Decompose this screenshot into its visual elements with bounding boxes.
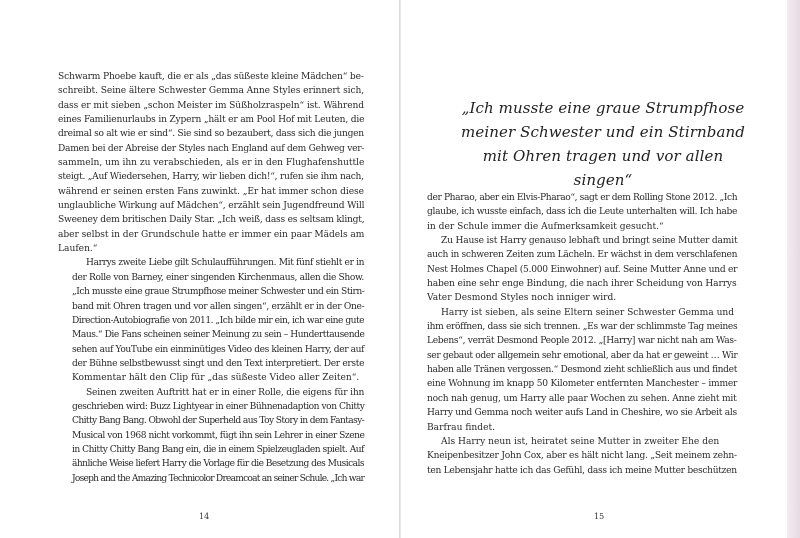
paragraph [58, 386, 364, 486]
left-page [0, 0, 399, 538]
text-line: Vater Desmond Styles noch inniger wird. [427, 293, 617, 304]
text-line: Musical von 1968 nicht vorkommt, fügt ihn sein Lehrer in einer Szene [72, 430, 365, 441]
page-number-left: 14 [199, 512, 210, 521]
text-line: „Ich musste eine graue Strumpfhose meiner Schwester und ein Stirn- [72, 287, 365, 298]
text-line: Seinen zweiten Auftritt hat er in einer Rolle, die eigens für ihn [86, 387, 365, 398]
text-line: der Bühne selbstbewusst singt und den Text interpretiert. Der erste [72, 358, 365, 369]
paragraph [427, 435, 737, 478]
text-line: dreimal so alt wie er sind“. Sie sind so bezaubert, dass sich die jungen [58, 129, 364, 140]
right-body-text [427, 191, 737, 478]
text-line: Maus.“ Die Fans scheinen seiner Meinung zu sein – Hunderttausende [72, 330, 365, 341]
text-line: Barfrau findet. [427, 422, 496, 433]
text-line: noch nah genug, um Harry alle paar Wochen zu sehen. Anne zieht mit [427, 393, 737, 404]
paragraph [427, 191, 737, 234]
text-line: Harrys zweite Liebe gilt Schulaufführungen. Mit fünf stiehlt er in [86, 258, 365, 269]
text-line: geschrieben wird: Buzz Lightyear in einer Bühnenadaption von Chitty [72, 401, 365, 412]
page-number-right: 15 [594, 512, 605, 521]
text-line: eine Wohnung im knapp 50 Kilometer entfernten Manchester – immer [427, 379, 738, 390]
text-line: Joseph and the Amazing Technicolor Dreamcoat an seiner Schule. „Ich war [72, 473, 365, 484]
text-line: Laufen.“ [58, 244, 98, 255]
page-edge [787, 0, 800, 538]
text-line: ähnliche Weise liefert Harry die Vorlage für die Besetzung des Musicals [72, 459, 364, 470]
text-line: dass er mit sieben „schon Meister im Süßholzraspeln“ ist. Während [58, 100, 364, 111]
text-line: sammeln, um ihn zu verabschieden, als er in den Flughafenshuttle [58, 158, 365, 169]
text-line: sehen auf YouTube ein einminütiges Video des kleinen Harry, der auf [72, 344, 365, 355]
text-line: steigt. „Auf Wiedersehen, Harry, wir lieben dich!“, rufen sie ihm nach, [58, 172, 364, 183]
paragraph [58, 70, 364, 256]
text-line: Damen bei der Abreise der Styles nach England auf dem Gehweg ver- [58, 143, 365, 154]
text-line: in Chitty Chitty Bang Bang ein, die in einem Spielzeugladen spielt. Auf [72, 444, 365, 455]
text-line: unglaubliche Wirkung auf Mädchen“, erzählt sein Jugendfreund Will [58, 201, 365, 212]
text-line: ser gebaut oder allgemein sehr emotional, aber da hat er geweint … Wir [427, 350, 738, 361]
text-line: Schwarm Phoebe kauft, die er als „das süßeste kleine Mädchen“ be- [58, 72, 364, 82]
text-line: auch in schweren Zeiten zum Lächeln. Er wächst in dem verschlafenen [427, 250, 738, 261]
text-line: haben alle Tränen vergossen.“ Desmond zieht schließlich aus und findet [427, 365, 738, 376]
text-line: der Rolle von Barney, einer singenden Kirchenmaus, allen die Show. [72, 272, 364, 283]
text-line: glaube, ich wusste einfach, dass ich die Leute unterhalten will. Ich habe [427, 207, 738, 218]
text-line: Chitty Bang Bang. Obwohl der Superheld aus Toy Story in dem Fantasy- [72, 416, 365, 427]
text-line: Als Harry neun ist, heiratet seine Mutter in zweiter Ehe den [441, 436, 720, 447]
right-page [401, 0, 787, 538]
text-line: ihm eröffnen, dass sie sich trennen. „Es war der schlimmste Tag meines [427, 322, 738, 333]
text-line: Zu Hause ist Harry genauso lebhaft und bringt seine Mutter damit [441, 236, 738, 247]
text-line: Harry ist sieben, als seine Eltern seiner Schwester Gemma und [441, 307, 735, 318]
text-line: der Pharao, aber ein Elvis-Pharao“, sagt er dem Rolling Stone 2012. „Ich [427, 193, 738, 203]
text-line: Nest Holmes Chapel (5.000 Einwohner) auf. Seine Mutter Anne und er [427, 264, 738, 275]
text-line: während er seinen ersten Fans zuwinkt. „Er hat immer schon diese [58, 186, 364, 197]
text-line: aber selbst in der Grundschule hatte er immer ein paar Mädels am [58, 229, 365, 240]
text-line: eines Familienurlaubs in Zypern „hält er am Pool Hof mit Leuten, die [58, 115, 365, 126]
paragraph [427, 306, 737, 435]
text-line: Kommentar hält den Clip für „das süßeste Video aller Zeiten“. [72, 373, 360, 384]
text-line: in der Schule immer die Aufmerksamkeit gesucht.“ [427, 221, 664, 232]
text-line: haben eine sehr enge Bindung, die nach ihrer Scheidung von Harrys [427, 279, 737, 290]
paragraph [427, 234, 737, 306]
text-line: Direction-Autobiografie von 2011. „Ich bilde mir ein, ich war eine gute [72, 315, 365, 326]
left-body-text [58, 70, 364, 486]
text-line: Harry und Gemma noch weiter aufs Land in Cheshire, wo sie Arbeit als [427, 408, 737, 419]
paragraph [58, 256, 364, 385]
text-line: ten Lebensjahr hatte ich das Gefühl, dass ich meine Mutter beschützen [427, 465, 737, 476]
pull-quote: „Ich musste eine graue Strumpfhose meiner Schwester und ein Stirnband mit Ohren tragen und vor allen singen“ [461, 99, 745, 189]
text-line: band mit Ohren tragen und vor allen singen“, erzählt er in der One- [72, 301, 365, 312]
text-line: Lebens“, verrät Desmond People 2012. „[Harry] war nicht nah am Was- [427, 336, 737, 347]
text-line: schreibt. Seine ältere Schwester Gemma Anne Styles erinnert sich, [58, 86, 365, 97]
text-line: Sweeney dem britischen Daily Star. „Ich weiß, dass es seltsam klingt, [58, 215, 365, 226]
text-line: Kneipenbesitzer John Cox, aber es hält nicht lang. „Seit meinem zehn- [427, 451, 737, 462]
